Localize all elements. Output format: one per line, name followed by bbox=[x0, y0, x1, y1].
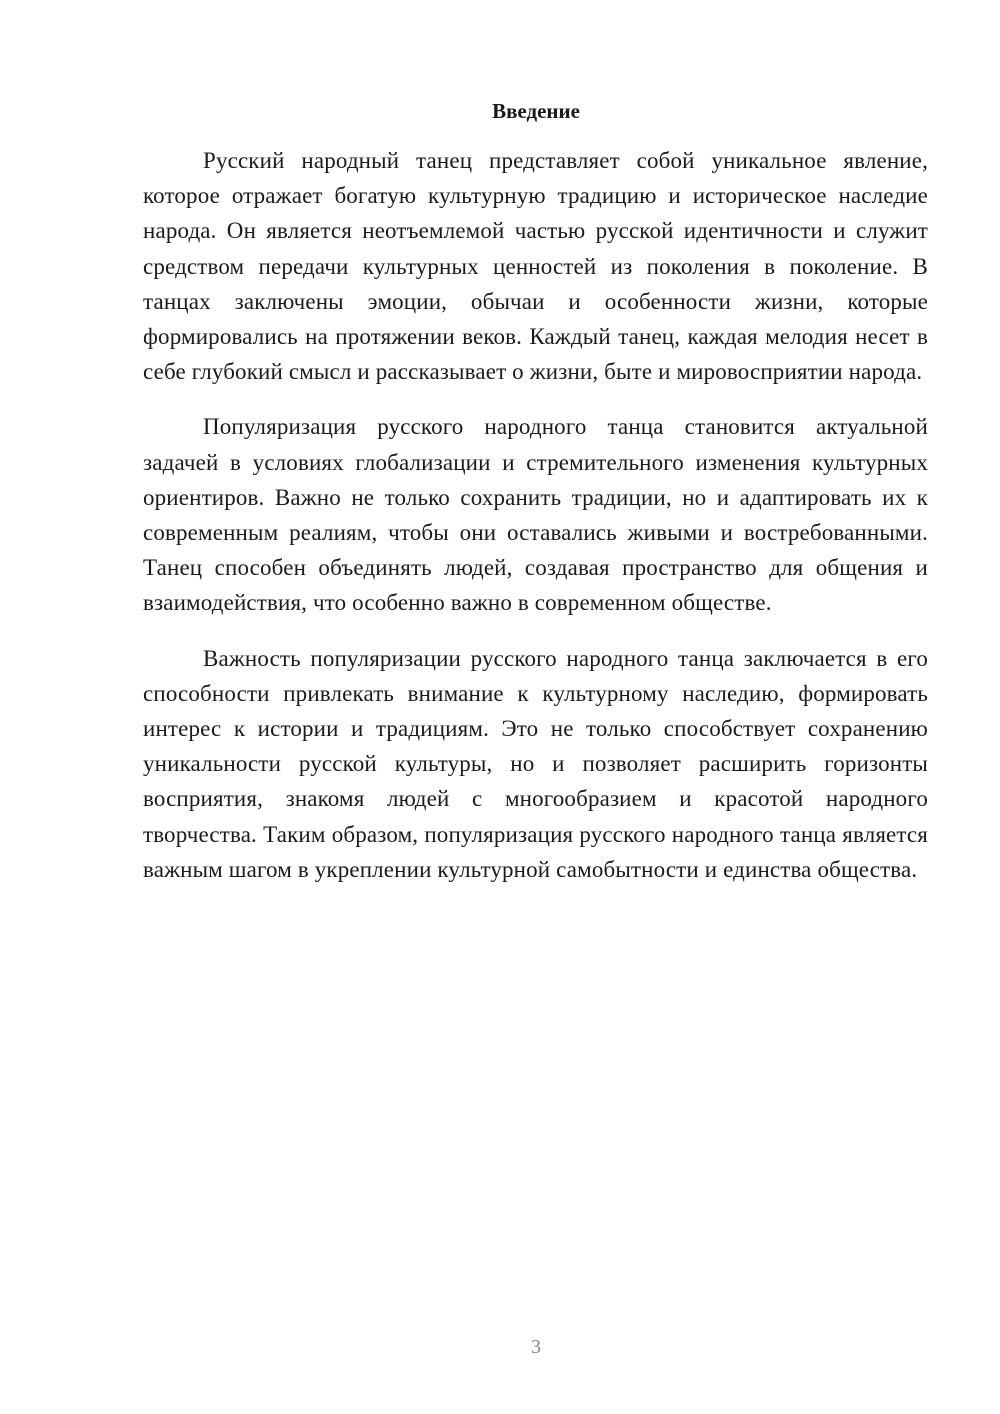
document-body bbox=[143, 143, 928, 907]
paragraph-3: Важность популяризации русского народного танца заключается в его способности привлекать внимание к культурному наследию, формировать интерес к истории и традициям. Это не только способствует сохранению уникальности русской культуры, но и позволяет расширить горизонты восприятия, знакомя людей с многообразием и красотой народного творчества. Таким образом, популяризация русского народного танца является важным шагом в укреплении культурной самобытности и единства общества. bbox=[143, 645, 928, 882]
paragraph-2: Популяризация русского народного танца становится актуальной задачей в условиях глобализации и стремительного изменения культурных ориентиров. Важно не только сохранить традиции, но и адаптировать их к современным реалиям, чтобы они оставались живыми и востребованными. Танец способен объединять людей, создавая пространство для общения и взаимодействия, что особенно важно в современном обществе. bbox=[143, 414, 928, 616]
paragraph-1: Русский народный танец представляет собой уникальное явление, которое отражает богатую культурную традицию и историческое наследие народа. Он является неотъемлемой частью русской идентичности и служит средством передачи культурных ценностей из поколения в поколение. В танцах заключены эмоции, обычаи и особенности жизни, которые формировались на протяжении веков. Каждый танец, каждая мелодия несет в себе глубокий смысл и рассказывает о жизни, быте и мировосприятии народа. bbox=[143, 148, 928, 385]
page-number: 3 bbox=[531, 1336, 541, 1358]
section-title: Введение bbox=[492, 99, 580, 123]
